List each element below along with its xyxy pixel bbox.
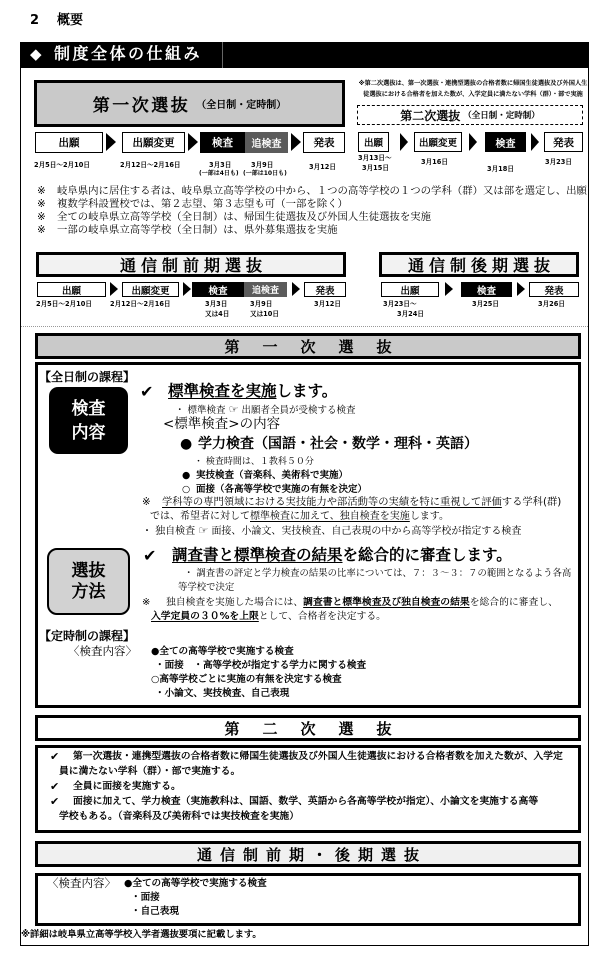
parttime-line: ●全ての高等学校で実施する検査 [151, 646, 294, 657]
own-result-line1 [166, 597, 558, 608]
reference-mark-icon: ※ [142, 597, 151, 608]
early-step-apply: 出願 [37, 282, 106, 297]
check-icon: ✔ [143, 546, 157, 565]
first-step-change: 出願変更 [122, 132, 185, 153]
badge-line: 選抜 [71, 560, 106, 581]
own-result-text: 独自検査を実施した場合には、 [166, 597, 304, 608]
pointing-hand-icon: ☞ [228, 403, 239, 416]
late-apply-date-start: 3月23日～ [383, 300, 417, 308]
reference-mark-icon: ※ [37, 211, 46, 223]
second-change-date: 3月16日 [421, 158, 448, 166]
first-detail-title: 第一次選抜 [224, 337, 415, 356]
first-reexam-date: 3月9日 [251, 161, 274, 169]
badge-line: 検査 [71, 398, 106, 419]
first-detail-header [35, 333, 581, 359]
arrow-right-icon [400, 133, 408, 151]
first-reexam-note: (一部は10日も) [243, 170, 287, 177]
section-number: 2 [30, 13, 40, 28]
arrow-right-icon [110, 282, 118, 296]
special-note-line1 [162, 497, 561, 509]
section-title: 概要 [57, 13, 84, 28]
first-step-exam: 検査 [200, 132, 245, 153]
reference-mark-icon: ※ [37, 224, 46, 236]
overview-note: 複数学科設置校では、第２志望、第３志望も可（一部を除く） [57, 198, 348, 210]
late-exam-date: 3月25日 [472, 300, 499, 308]
special-note-text: では、希望者に対して [150, 511, 250, 522]
second-detail-title: 第二次選抜 [224, 719, 415, 738]
second-detail-line: 第一次選抜・連携型選抜の合格者数に帰国生徒選抜及び外国人生徒選抜における合格者数を加えた数が、入学定 [73, 751, 563, 762]
diamond-icon: ◆ [30, 45, 42, 63]
bullet-dot-icon: ・ [142, 526, 152, 537]
first-selection-subtitle: （全日制・定時制） [196, 100, 287, 111]
ratio-line2: 等学校で決定 [178, 582, 235, 593]
arrow-right-icon [188, 133, 198, 151]
correspondence-line: ・面接 [131, 892, 160, 903]
check-icon: ✔ [140, 382, 154, 401]
method-heading [172, 547, 512, 565]
special-note-text: する学科(群) [501, 496, 562, 508]
special-note-emphasis: 標準検査に加えて、独自検査を実施 [250, 511, 410, 522]
exam-heading-emphasis: 標準検査を実施 [168, 382, 277, 400]
interview-exam: 面接（各高等学校で実施の有無を決定） [196, 484, 368, 495]
check-icon: ✔ [50, 750, 60, 763]
early-change-date: 2月12日～2月16日 [110, 300, 171, 308]
own-result-text: として、合格者を決定する。 [258, 611, 386, 622]
early-exam-date: 3月3日 [205, 300, 228, 308]
early-reexam-date: 3月9日 [250, 300, 273, 308]
second-step-apply: 出願 [358, 132, 389, 152]
second-selection-title-box [357, 105, 583, 125]
early-step-reexam: 追検査 [244, 282, 287, 297]
overview-note: 岐阜県内に居住する者は、岐阜県立高等学校の中から、１つの高等学校の１つの学科（群）又は部を選定し、出願 [57, 185, 587, 197]
bullet-dot-icon: ・ [184, 568, 194, 579]
academic-exam-time [194, 457, 314, 467]
reference-mark-icon: ※ [142, 496, 151, 508]
second-step-exam: 検査 [485, 132, 526, 152]
bullet-filled-icon: ● [180, 436, 193, 452]
second-apply-date-start: 3月13日～ [358, 154, 392, 162]
arrow-right-icon [531, 133, 539, 151]
second-step-change: 出願変更 [414, 132, 462, 152]
special-note-text: します。 [409, 511, 450, 522]
arrow-right-icon [183, 282, 191, 296]
own-exam-line [142, 525, 521, 538]
parttime-label: 【定時制の課程】 [39, 629, 136, 643]
arrow-right-icon [291, 133, 301, 151]
second-detail-line: 員に満たない学科（群）・部で実施する。 [59, 766, 241, 777]
correspondence-line: ・自己表現 [131, 906, 179, 917]
first-exam-note: (一部は4日も) [199, 170, 239, 177]
header-divider [222, 42, 223, 68]
early-announce-date: 3月12日 [314, 300, 341, 308]
late-apply-date-end: 3月24日 [397, 310, 424, 318]
parttime-line: ・小論文、実技検査、自己表現 [155, 688, 290, 699]
special-note-line2 [150, 511, 449, 523]
correspondence-line: ●全ての高等学校で実施する検査 [124, 878, 267, 889]
second-selection-note [355, 78, 591, 100]
correspondence-detail-header [35, 841, 581, 867]
reference-mark-icon: ※ [37, 198, 46, 210]
arrow-right-icon [292, 282, 300, 296]
first-announce-date: 3月12日 [309, 163, 336, 171]
badge-line: 方法 [71, 581, 106, 602]
footer-note: ※詳細は岐阜県立高等学校入学者選抜要項に記載します。 [21, 929, 262, 940]
second-announce-date: 3月23日 [545, 158, 572, 166]
early-step-announce: 発表 [304, 282, 346, 297]
ratio-text: 調査書の評定と学力検査の結果の比率については、７：３～３：７の範囲となるよう各高 [196, 568, 572, 579]
fulltime-label: 【全日制の課程】 [39, 370, 136, 384]
arrow-right-icon [469, 133, 477, 151]
academic-exam: 学力検査（国語・社会・数学・理科・英語） [198, 436, 478, 452]
correspondence-contents-label: 〈検査内容〉 [47, 876, 116, 890]
correspondence-late-title-box [379, 252, 579, 277]
overview-header-title: 制度全体の仕組み [54, 44, 203, 63]
standard-exam-contents: <標準検査>の内容 [163, 416, 281, 432]
first-selection-title-box [34, 80, 345, 127]
arrow-right-icon [106, 133, 116, 151]
ratio-line1 [184, 569, 571, 580]
first-exam-date: 3月3日 [209, 161, 232, 169]
practical-exam: 実技検査（音楽科、美術科で実施） [196, 470, 349, 481]
early-step-change: 出願変更 [122, 282, 179, 297]
second-detail-line: 全員に面接を実施する。 [73, 781, 181, 792]
academic-time-text: 検査時間は、１教科５０分 [205, 457, 314, 467]
own-result-emphasis: 入学定員の３０%を上限 [151, 611, 259, 622]
arrow-right-icon [517, 282, 525, 296]
first-step-announce: 発表 [303, 132, 345, 153]
correspondence-early-title: 通信制前期選抜 [119, 256, 267, 275]
correspondence-detail-title: 通信制前期・後期選抜 [196, 845, 427, 864]
pointing-hand-icon: ☞ [198, 524, 209, 537]
second-step-announce: 発表 [544, 132, 583, 152]
late-step-exam: 検査 [461, 282, 512, 297]
second-selection-title: 第二次選抜 [400, 108, 461, 123]
own-result-line2 [151, 611, 386, 622]
first-apply-date: 2月5日～2月10日 [34, 161, 90, 169]
second-detail-line: 学校もある。（音楽科及び美術科では実技検査を実施） [59, 811, 300, 822]
second-note-line: 徒選抜における合格者を加えた数が、入学定員に満たない学科（群）・部で実施 [363, 91, 583, 98]
correspondence-early-title-box [36, 252, 346, 277]
overview-note: 一部の岐阜県立高等学校（全日制）は、県外募集選抜を実施 [57, 224, 338, 236]
check-icon: ✔ [50, 795, 60, 808]
own-result-text: を総合的に審査し、 [469, 597, 558, 608]
standard-exam-desc: 出願者全員が受検する検査 [241, 405, 356, 416]
bullet-hollow-icon: ○ [182, 484, 191, 495]
second-note-line: ※第二次選抜は、第一次選抜・連携型選抜の合格者数に帰国生徒選抜及び外国人生 [358, 80, 588, 87]
late-step-apply: 出願 [381, 282, 439, 297]
first-step-reexam: 追検査 [245, 132, 288, 153]
second-detail-line: 面接に加えて、学力検査（実施教科は、国語、数学、英語から各高等学校が指定）、小論文を実施する高等 [73, 796, 539, 807]
late-step-announce: 発表 [529, 282, 579, 297]
section-divider [21, 326, 588, 327]
exam-heading [168, 383, 337, 401]
parttime-line: ・面接 ・高等学校が指定する学力に関する検査 [155, 660, 367, 671]
badge-line: 内容 [71, 422, 106, 443]
overview-note: 全ての岐阜県立高等学校（全日制）は、帰国生徒選抜及び外国人生徒選抜を実施 [57, 211, 432, 223]
correspondence-detail-box [35, 873, 581, 926]
second-detail-header [35, 715, 581, 741]
second-selection-subtitle: （全日制・定時制） [463, 111, 540, 121]
bullet-filled-icon: ● [182, 470, 191, 481]
check-icon: ✔ [50, 780, 60, 793]
late-announce-date: 3月26日 [538, 300, 565, 308]
early-step-exam: 検査 [192, 282, 244, 297]
reference-mark-icon: ※ [37, 185, 46, 197]
selection-method-badge [47, 548, 130, 615]
exam-heading-rest: します。 [276, 382, 338, 400]
correspondence-late-title: 通信制後期選抜 [407, 256, 555, 275]
standard-exam-line [175, 404, 356, 417]
own-result-emphasis: 調査書と標準検査及び独自検査の結果 [303, 597, 470, 608]
own-exam-term: 独自検査 [155, 526, 196, 537]
early-exam-note: 又は4日 [205, 310, 230, 318]
parttime-line: ○高等学校ごとに実施の有無を決定する検査 [151, 674, 342, 685]
bullet-dot-icon: ・ [194, 457, 204, 467]
special-note-emphasis: 学科等の専門領域における実技能力や部活動等の実績を特に重視して評価 [162, 496, 502, 508]
method-heading-emphasis: 調査書と標準検査の結果 [172, 546, 343, 564]
standard-exam-term: 標準検査 [187, 405, 226, 416]
second-exam-date: 3月18日 [487, 165, 514, 173]
first-selection-title: 第一次選抜 [92, 96, 191, 116]
early-reexam-note: 又は10日 [250, 310, 279, 318]
method-heading-rest: を総合的に審査します。 [342, 546, 512, 564]
arrow-right-icon [445, 282, 453, 296]
exam-contents-badge [49, 387, 128, 454]
second-apply-date-end: 3月15日 [362, 164, 389, 172]
own-exam-desc: 面接、小論文、実技検査、自己表現の中から高等学校が指定する検査 [211, 526, 522, 537]
first-step-apply: 出願 [35, 132, 103, 153]
bullet-dot-icon: ・ [175, 405, 185, 416]
parttime-contents-label: 〈検査内容〉 [68, 644, 137, 658]
early-apply-date: 2月5日～2月10日 [36, 300, 92, 308]
first-change-date: 2月12日～2月16日 [120, 161, 181, 169]
